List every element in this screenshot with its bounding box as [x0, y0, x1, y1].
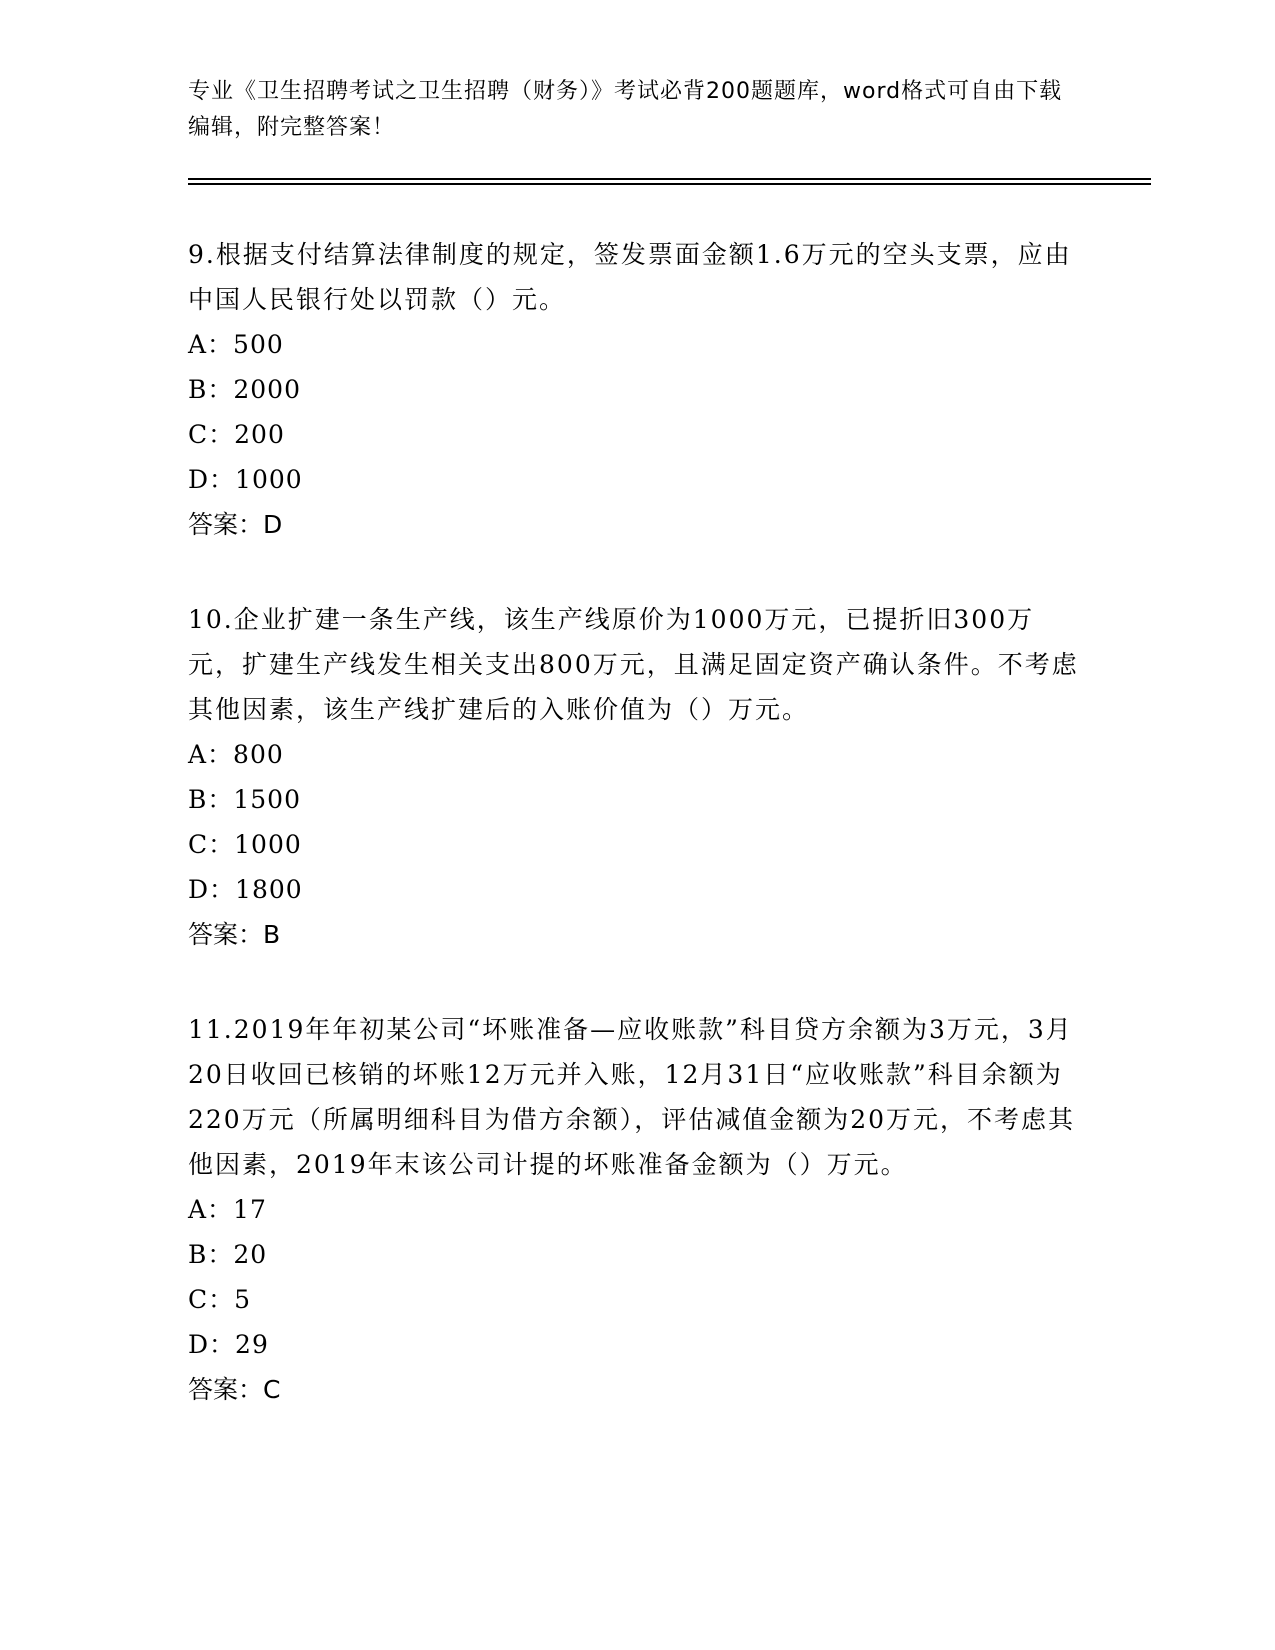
question-text: 11.2019年年初某公司“坏账准备—应收账款”科目贷方余额为3万元，3月20日收回已核销的坏账12万元并入账，12月31日“应收账款”科目余额为220万元（所属明细科目为借方余额），评估减值金额为20万元，不考虑其他因素，2019年末该公司计提的坏账准备金额为（）万元。	[188, 1015, 1076, 1179]
option-d: D：29	[188, 1330, 269, 1359]
option-c: C：5	[188, 1285, 252, 1314]
document-header: 专业《卫生招聘考试之卫生招聘（财务）》考试必背200题题库，word格式可自由下载编辑，附完整答案！	[188, 79, 1063, 140]
option-c: C：200	[188, 420, 285, 449]
option-b: B：2000	[188, 375, 301, 404]
option-d: D：1000	[188, 465, 303, 494]
answer-line: 答案：B	[188, 920, 281, 949]
option-a: A：17	[188, 1195, 267, 1224]
header-divider-top	[188, 178, 1151, 180]
option-b: B：20	[188, 1240, 268, 1269]
question-text: 10.企业扩建一条生产线，该生产线原价为1000万元，已提折旧300万元，扩建生产线发生相关支出800万元，且满足固定资产确认条件。不考虑其他因素，该生产线扩建后的入账价值为（）万元。	[188, 605, 1079, 724]
option-a: A：500	[188, 330, 284, 359]
question-11	[188, 1007, 1088, 1412]
header-divider-bottom	[188, 183, 1151, 185]
question-10	[188, 597, 1088, 957]
answer-line: 答案：C	[188, 1375, 281, 1404]
option-d: D：1800	[188, 875, 303, 904]
option-a: A：800	[188, 740, 284, 769]
question-9	[188, 232, 1088, 547]
option-b: B：1500	[188, 785, 301, 814]
option-c: C：1000	[188, 830, 302, 859]
question-text: 9.根据支付结算法律制度的规定，签发票面金额1.6万元的空头支票，应由中国人民银行处以罚款（）元。	[188, 240, 1072, 314]
answer-line: 答案：D	[188, 510, 283, 539]
